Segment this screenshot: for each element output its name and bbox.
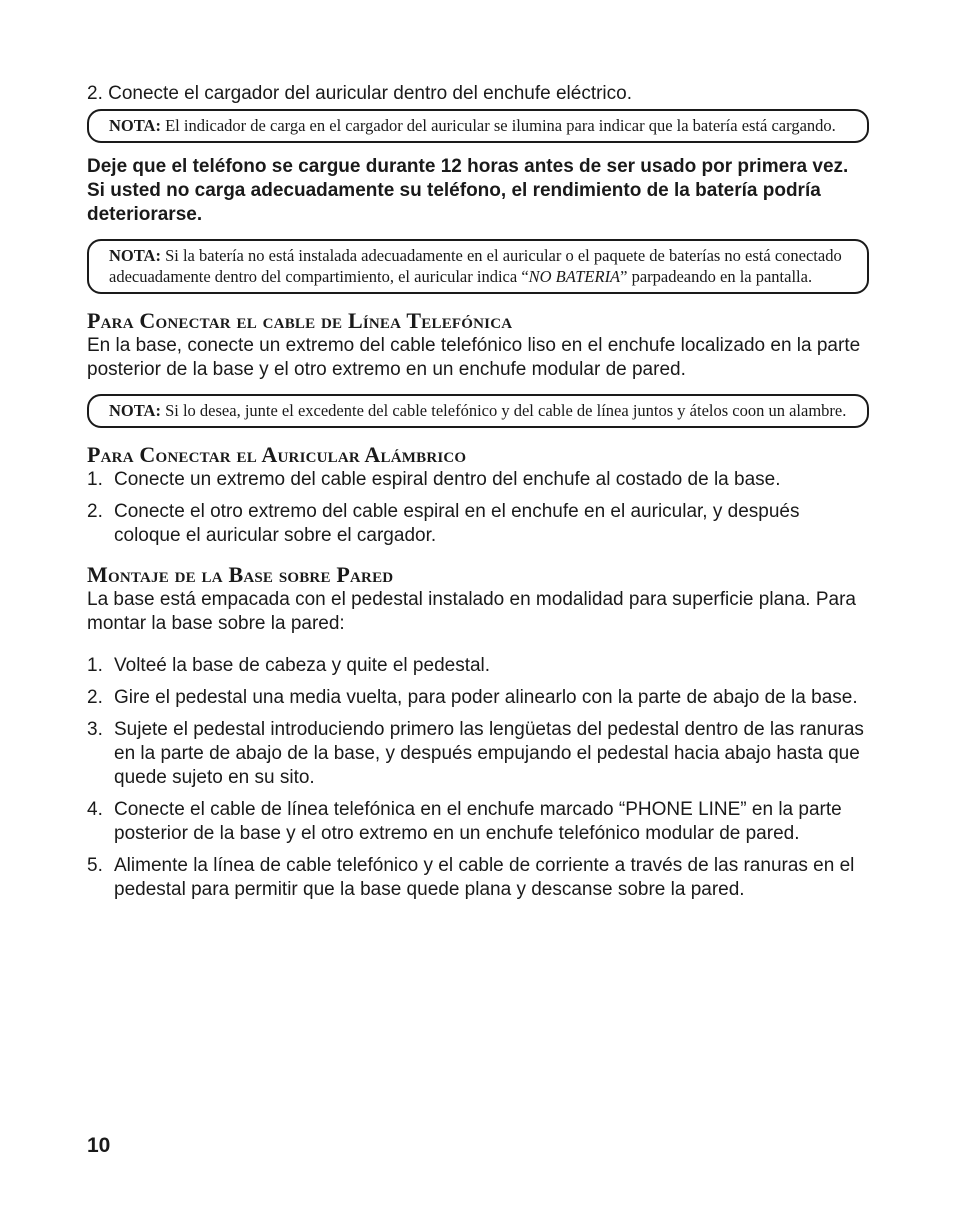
note-box-cable <box>87 394 869 428</box>
note-text-after: ” parpadeando en la pantalla. <box>620 267 813 286</box>
note-text: El indicador de carga en el cargador del auricular se ilumina para indicar que la batería está cargando. <box>160 116 836 135</box>
note-label: NOTA: <box>109 116 161 135</box>
intro-step: 2. Conecte el cargador del auricular dentro del enchufe eléctrico. <box>87 83 632 104</box>
charge-warning: Deje que el teléfono se cargue durante 12 horas antes de ser usado por primera vez. Si usted no carga adecuadamente su teléfono, el rendimiento de la batería podría deteriorarse. <box>87 156 849 225</box>
note-label: NOTA: <box>109 246 161 265</box>
note-box-battery <box>87 239 869 294</box>
list-item: 2. Gire el pedestal una media vuelta, para poder alinearlo con la parte de abajo de la base. <box>87 687 858 708</box>
note-label: NOTA: <box>109 401 161 420</box>
section-title-phone-line: Para Conectar el cable de Línea Telefónica <box>87 308 513 333</box>
list-item: 1. Volteé la base de cabeza y quite el pedestal. <box>87 655 491 676</box>
page-number: 10 <box>87 1134 111 1157</box>
list-item: 4. Conecte el cable de línea telefónica en el enchufe marcado “PHONE LINE” en la parte posterior de la base y el otro extremo en un enchufe telefónico modular de pared. <box>87 799 842 844</box>
list-item: 3. Sujete el pedestal introduciendo primero las lengüetas del pedestal dentro de las ranuras en la parte de abajo de la base, y después empujando el pedestal hacia abajo hasta que quede sujeto en su sito. <box>87 719 864 788</box>
section-body-phone-line: En la base, conecte un extremo del cable telefónico liso en el enchufe localizado en la parte posterior de la base y el otro extremo en un enchufe modular de pared. <box>87 335 861 380</box>
list-item: 2. Conecte el otro extremo del cable espiral en el enchufe en el auricular, y después coloque el auricular sobre el cargador. <box>87 501 800 546</box>
note-box-charging <box>87 109 869 143</box>
list-item: 1. Conecte un extremo del cable espiral dentro del enchufe al costado de la base. <box>87 469 781 490</box>
section-title-corded-handset: Para Conectar el Auricular Alámbrico <box>87 442 467 467</box>
note-text: Si lo desea, junte el excedente del cable telefónico y del cable de línea juntos y átelos coon un alambre. <box>160 401 847 420</box>
note-emphasis: NO BATERIA <box>528 267 621 286</box>
note-text-before: Si la batería no está instalada adecuadamente en el auricular o el paquete de baterías no está conectado adecuadamente dentro del compartimiento, el auricular indica “ <box>109 246 842 286</box>
section-intro-wall-mount: La base está empacada con el pedestal instalado en modalidad para superficie plana. Para montar la base sobre la pared: <box>87 589 856 634</box>
list-item: 5. Alimente la línea de cable telefónico y el cable de corriente a través de las ranuras en el pedestal para permitir que la base quede plana y descanse sobre la pared. <box>87 855 855 900</box>
section-title-wall-mount: Montaje de la Base sobre Pared <box>87 562 394 587</box>
page-content <box>87 82 869 902</box>
